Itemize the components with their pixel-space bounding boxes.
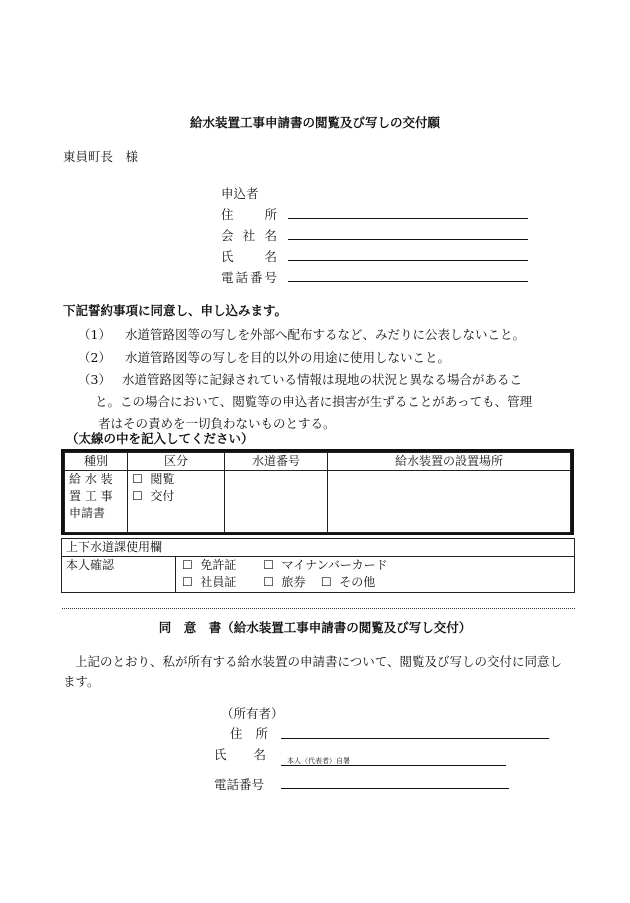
clause-1: （1） 水道管路図等の写しを外部へ配布するなど、みだりに公表しないこと。 [78, 327, 526, 342]
category-cell [128, 471, 225, 533]
applicant-address-field[interactable] [288, 218, 528, 219]
applicant-label: 申込者 [221, 186, 259, 201]
applicant-phone-field[interactable] [288, 281, 528, 282]
option-license[interactable]: ☐ 免許証 [182, 558, 237, 572]
applicant-phone-label: 電話番号 [221, 270, 277, 285]
header-location: 給水装置の設置場所 [328, 453, 571, 471]
option-view[interactable]: ☐ 閲覧 [132, 472, 175, 486]
header-type: 種別 [65, 453, 128, 471]
type-cell: 給 水 装 置 工 事 申請書 [65, 471, 128, 533]
applicant-name-field[interactable] [288, 260, 528, 261]
owner-signature-field[interactable] [281, 765, 506, 766]
checkbox-icon: ☐ [320, 575, 332, 589]
option-passport[interactable]: ☐ 旅券 [263, 575, 306, 589]
addressee: 東員町長 様 [63, 149, 139, 164]
applicant-name-label: 氏 名 [221, 249, 277, 264]
owner-address-label: 住 所 [230, 726, 268, 741]
option-issue[interactable]: ☐ 交付 [132, 489, 175, 503]
option-employee-id[interactable]: ☐ 社員証 [182, 575, 237, 589]
identity-options [176, 557, 575, 593]
checkbox-icon: ☐ [263, 575, 274, 589]
checkbox-icon: ☐ [263, 558, 274, 572]
office-use-table [61, 538, 575, 593]
application-table [64, 452, 571, 533]
consent-title: 同 意 書（給水装置工事申請書の閲覧及び写し交付） [158, 620, 472, 635]
owner-phone-label: 電話番号 [214, 777, 265, 792]
identity-check-label: 本人確認 [62, 557, 176, 593]
water-number-cell[interactable] [225, 471, 328, 533]
option-mynumber[interactable]: ☐ マイナンバーカード [263, 558, 388, 572]
owner-label: （所有者） [221, 706, 284, 721]
checkbox-icon: ☐ [132, 489, 143, 503]
applicant-company-label: 会社名 [221, 228, 277, 243]
applicant-company-field[interactable] [288, 239, 528, 240]
header-category: 区分 [128, 453, 225, 471]
clause-3-continued-1: と。この場合において、閲覧等の申込者に損害が生ずることがあっても、管理 [95, 394, 533, 409]
owner-address-field[interactable] [281, 738, 549, 739]
owner-name-label: 氏 名 [214, 747, 266, 762]
document-title: 給水装置工事申請書の閲覧及び写しの交付願 [189, 115, 440, 130]
agreement-intro: 下記誓約事項に同意し、申し込みます。 [63, 303, 288, 318]
option-other[interactable]: ☐ その他 [320, 575, 376, 589]
consent-body: 上記のとおり、私が所有する給水装置の申請書について、閲覧及び写しの交付に同意します。 [63, 654, 563, 689]
checkbox-icon: ☐ [182, 558, 193, 572]
clause-3: （3） 水道管路図等に記録されている情報は現地の状況と異なる場合があるこ [78, 372, 523, 387]
cut-line-divider [62, 608, 575, 609]
header-water-number: 水道番号 [225, 453, 328, 471]
office-use-title: 上下水道課使用欄 [62, 539, 575, 557]
clause-2: （2） 水道管路図等の写しを目的以外の用途に使用しないこと。 [78, 350, 451, 365]
owner-phone-field[interactable] [281, 788, 509, 789]
signature-note: 本人（代表者）自署 [287, 757, 350, 765]
checkbox-icon: ☐ [182, 575, 193, 589]
checkbox-icon: ☐ [132, 472, 143, 486]
applicant-address-label: 住 所 [221, 207, 277, 222]
clause-3-continued-2: 者はその責めを一切負わないものとする。 [98, 416, 336, 431]
location-cell[interactable] [328, 471, 571, 533]
fill-instruction: （太線の中を記入してください） [66, 431, 254, 446]
